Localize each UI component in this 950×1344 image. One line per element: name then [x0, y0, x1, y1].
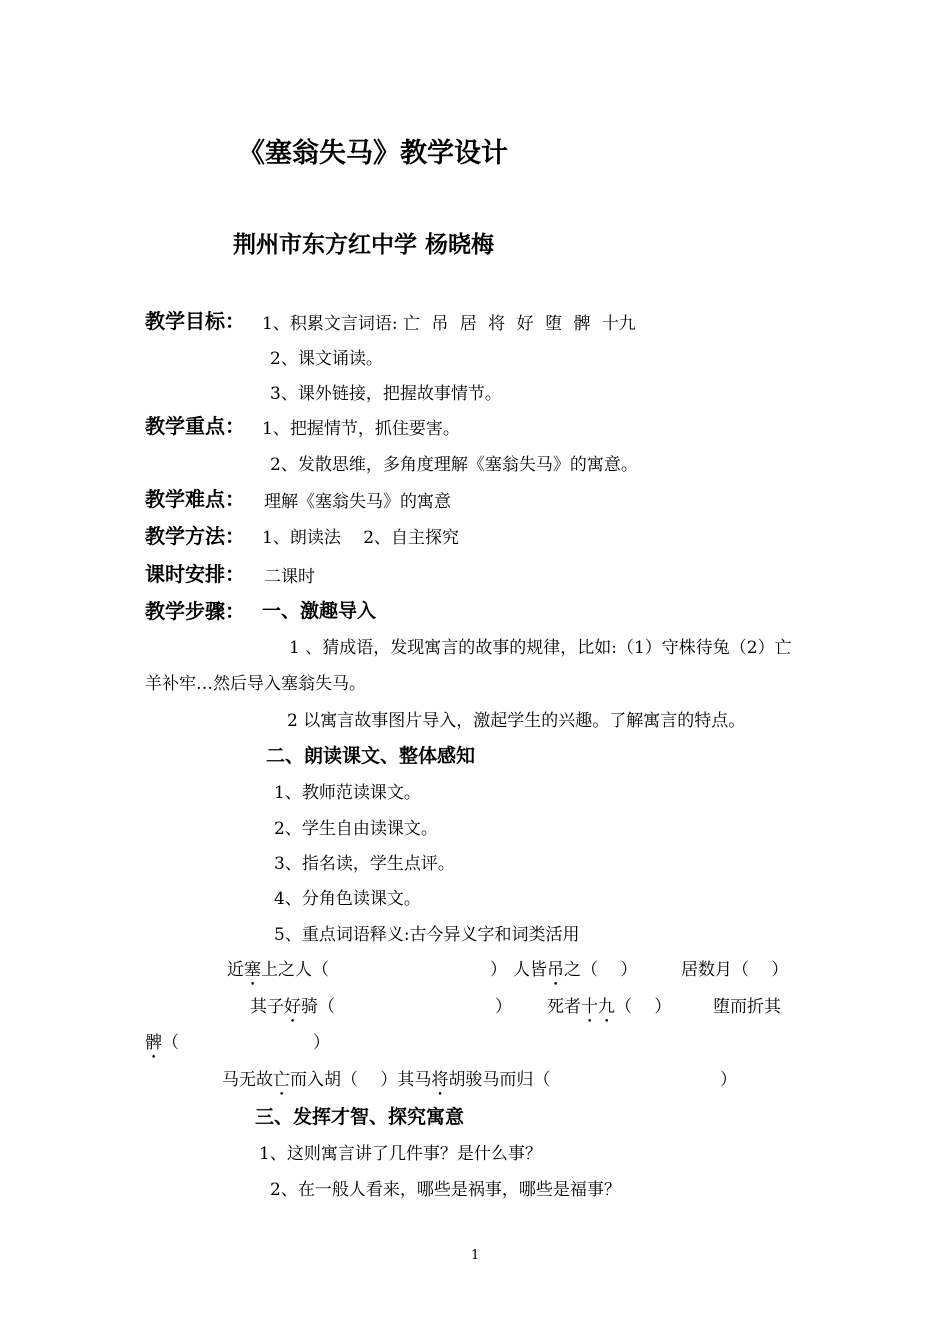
section-1-para-1-line-1: 1 、猜成语，发现寓言的故事的规律，比如:（1）守株待兔（2）亡: [289, 638, 792, 658]
section-3-heading: 三、发挥才智、探究寓意: [255, 1106, 465, 1128]
document-title: 《塞翁失马》教学设计: [238, 138, 508, 169]
emphasized-word: 髀: [145, 1033, 162, 1053]
author-line: 荆州市东方红中学 杨晓梅: [233, 232, 495, 258]
goals-item-3: 3、课外链接，把握故事情节。: [270, 384, 502, 404]
exercise-blank-close: ）: [490, 960, 507, 980]
section-2-heading: 二、朗读课文、整体感知: [266, 745, 476, 767]
steps-label: 教学步骤：: [145, 599, 245, 623]
page-number: 1: [471, 1248, 480, 1263]
emphasized-word: 十九: [581, 997, 615, 1017]
method-label: 教学方法：: [145, 524, 245, 548]
section-1-heading: 一、激趣导入: [262, 600, 377, 622]
difficulty-text: 理解《塞翁失马》的寓意: [264, 492, 451, 512]
goals-item-2: 2、课文诵读。: [270, 349, 383, 369]
section-1-para-1-line-2: 羊补牢…然后导入塞翁失马。: [145, 674, 366, 694]
goals-item-1-words: 亡 吊 居 将 好 堕 髀 十九: [402, 314, 636, 334]
difficulty-label: 教学难点：: [145, 487, 245, 511]
emphasized-word: 塞: [244, 960, 261, 980]
exercise-item-wang-jiang: 马无故亡而入胡（ ）其马将胡骏马而归（: [222, 1070, 551, 1090]
emphasized-word: 将: [431, 1070, 449, 1090]
focus-item-1: 1、把握情节，抓住要害。: [262, 419, 460, 439]
section-3-item-1: 1、这则寓言讲了几件事？是什么事？: [259, 1144, 542, 1164]
focus-item-2: 2、发散思维，多角度理解《塞翁失马》的寓意。: [270, 455, 638, 475]
exercise-item-shijiu: 死者十九（ ）: [547, 997, 672, 1017]
exercise-item-bi: 髀（: [145, 1033, 179, 1053]
goals-item-1: [262, 309, 636, 334]
exercise-item-sai: 近塞上之人（: [227, 960, 329, 980]
exercise-blank-close: ）: [313, 1033, 330, 1053]
schedule-text: 二课时: [264, 567, 315, 587]
exercise-blank-close: ）: [495, 997, 512, 1017]
exercise-item-hao: 其子好骑（: [250, 997, 335, 1017]
emphasized-word: 好: [284, 997, 301, 1017]
schedule-label: 课时安排：: [145, 562, 245, 586]
goals-label: 教学目标：: [145, 309, 245, 333]
section-2-item-1: 1、教师范读课文。: [274, 783, 421, 803]
section-1-para-2: 2 以寓言故事图片导入，激起学生的兴趣。了解寓言的特点。: [287, 711, 746, 731]
exercise-item-duo: 堕而折其: [713, 997, 781, 1017]
emphasized-word: 吊: [547, 960, 564, 980]
section-2-item-3: 3、指名读，学生点评。: [274, 854, 455, 874]
section-2-item-5: 5、重点词语释义:古今异义字和词类活用: [274, 925, 580, 945]
section-2-item-4: 4、分角色读课文。: [274, 889, 421, 909]
focus-label: 教学重点：: [145, 414, 245, 438]
section-2-item-2: 2、学生自由读课文。: [274, 819, 438, 839]
emphasized-word: 亡: [273, 1070, 290, 1090]
exercise-item-diao: 人皆吊之（ ）: [513, 960, 638, 980]
section-3-item-2: 2、在一般人看来，哪些是祸事，哪些是福事？: [270, 1180, 621, 1200]
exercise-item-ju: 居数月（ ）: [681, 960, 789, 980]
goals-item-1-prefix: 1、积累文言词语:: [262, 314, 403, 334]
method-text: 1、朗读法 2、自主探究: [262, 528, 460, 548]
exercise-blank-close: ）: [720, 1070, 737, 1090]
